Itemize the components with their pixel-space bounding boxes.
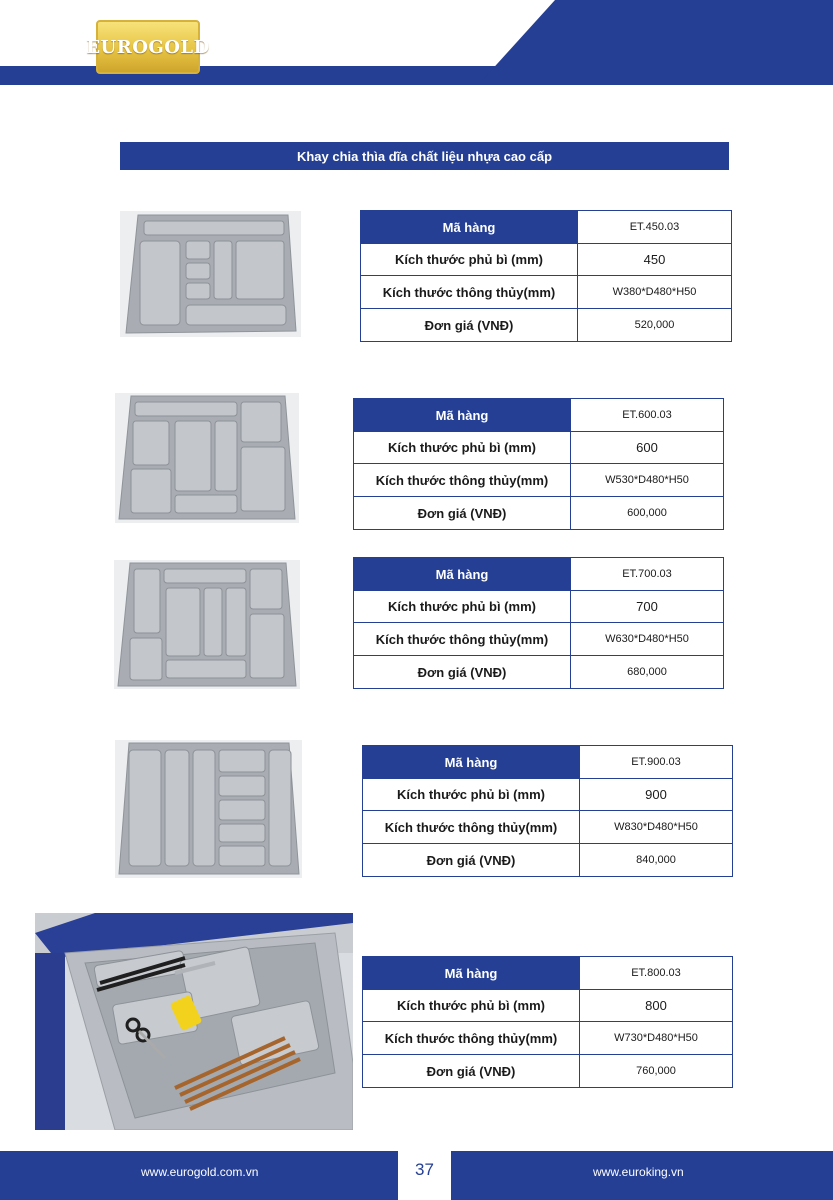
- label-code: Mã hàng: [354, 399, 571, 432]
- value-price: 760,000: [580, 1055, 733, 1088]
- spec-table-800: [362, 956, 733, 1088]
- footer-left-link[interactable]: www.eurogold.com.vn: [141, 1165, 259, 1179]
- value-cabinet-size: 450: [578, 244, 732, 276]
- label-cabinet-size: Kích thước phủ bì (mm): [354, 432, 571, 464]
- value-clear-size: W530*D480*H50: [571, 464, 724, 497]
- spec-table-900: [362, 745, 733, 877]
- value-price: 520,000: [578, 309, 732, 342]
- spec-table-450: [360, 210, 732, 342]
- value-price: 680,000: [571, 656, 724, 689]
- page-number: 37: [415, 1160, 434, 1179]
- eurogold-logo[interactable]: [86, 20, 210, 74]
- tray-image-700: [114, 560, 300, 689]
- value-code: ET.450.03: [578, 211, 732, 244]
- drawer-photo-800: [35, 913, 353, 1130]
- value-code: ET.900.03: [580, 746, 733, 779]
- value-price: 600,000: [571, 497, 724, 530]
- label-price: Đơn giá (VNĐ): [361, 309, 578, 342]
- value-cabinet-size: 600: [571, 432, 724, 464]
- label-cabinet-size: Kích thước phủ bì (mm): [363, 779, 580, 811]
- tray-image-450: [120, 211, 301, 337]
- label-clear-size: Kích thước thông thủy(mm): [361, 276, 578, 309]
- label-cabinet-size: Kích thước phủ bì (mm): [361, 244, 578, 276]
- section-title: Khay chia thìa dĩa chất liệu nhựa cao cấp: [120, 142, 729, 170]
- value-clear-size: W830*D480*H50: [580, 811, 733, 844]
- tray-image-600: [115, 393, 299, 523]
- value-code: ET.600.03: [571, 399, 724, 432]
- label-clear-size: Kích thước thông thủy(mm): [363, 811, 580, 844]
- label-price: Đơn giá (VNĐ): [354, 656, 571, 689]
- value-code: ET.700.03: [571, 558, 724, 591]
- label-price: Đơn giá (VNĐ): [363, 1055, 580, 1088]
- label-cabinet-size: Kích thước phủ bì (mm): [354, 591, 571, 623]
- label-price: Đơn giá (VNĐ): [354, 497, 571, 530]
- label-code: Mã hàng: [363, 746, 580, 779]
- spec-table-700: [353, 557, 724, 689]
- label-price: Đơn giá (VNĐ): [363, 844, 580, 877]
- tray-image-900: [115, 740, 302, 878]
- value-cabinet-size: 700: [571, 591, 724, 623]
- footer-right-link[interactable]: www.euroking.vn: [593, 1165, 684, 1179]
- label-clear-size: Kích thước thông thủy(mm): [354, 464, 571, 497]
- value-price: 840,000: [580, 844, 733, 877]
- value-clear-size: W630*D480*H50: [571, 623, 724, 656]
- label-code: Mã hàng: [354, 558, 571, 591]
- value-cabinet-size: 900: [580, 779, 733, 811]
- logo-text: EUROGOLD: [86, 36, 210, 58]
- label-code: Mã hàng: [361, 211, 578, 244]
- value-clear-size: W730*D480*H50: [580, 1022, 733, 1055]
- label-clear-size: Kích thước thông thủy(mm): [354, 623, 571, 656]
- label-code: Mã hàng: [363, 957, 580, 990]
- label-clear-size: Kích thước thông thủy(mm): [363, 1022, 580, 1055]
- label-cabinet-size: Kích thước phủ bì (mm): [363, 990, 580, 1022]
- spec-table-600: [353, 398, 724, 530]
- value-cabinet-size: 800: [580, 990, 733, 1022]
- value-clear-size: W380*D480*H50: [578, 276, 732, 309]
- value-code: ET.800.03: [580, 957, 733, 990]
